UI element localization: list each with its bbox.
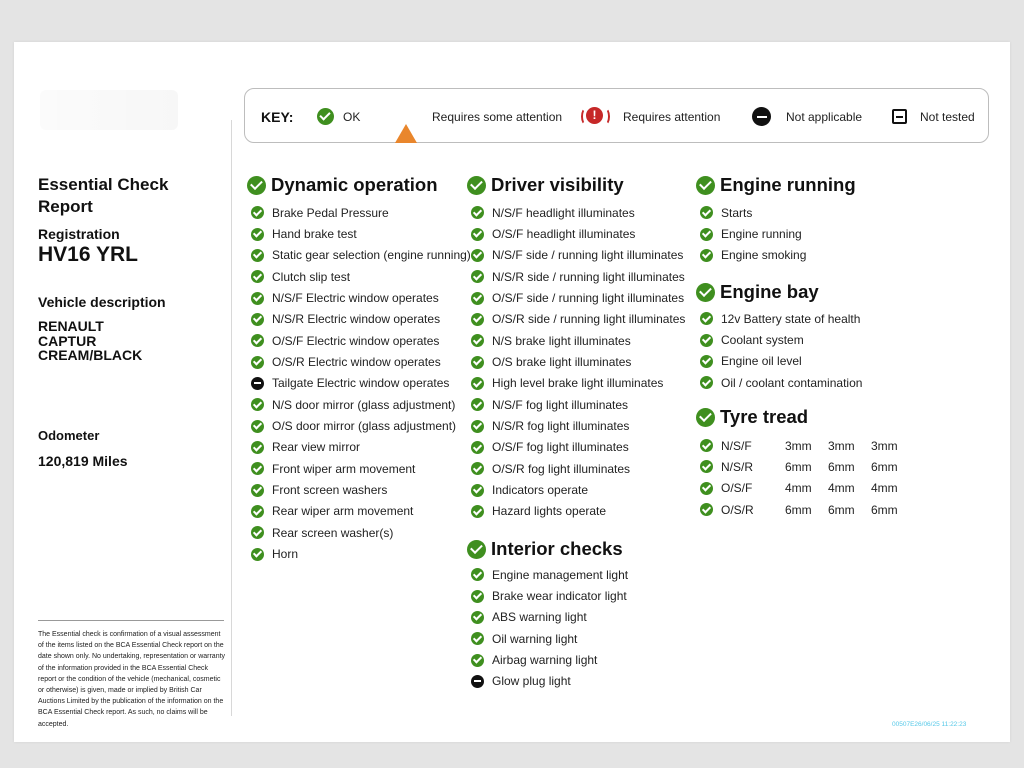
check-item (471, 351, 685, 372)
section-title: Engine running (720, 174, 856, 195)
ok-check-icon (700, 439, 713, 452)
registration-label: Registration (38, 226, 120, 242)
tyre-row (700, 499, 914, 520)
check-item-label: O/S/F side / running light illuminates (492, 291, 685, 306)
check-item-label: High level brake light illuminates (492, 376, 664, 391)
ok-check-icon (700, 355, 713, 368)
check-item-label: Coolant system (721, 333, 804, 348)
check-item (700, 202, 806, 223)
ok-check-icon (471, 568, 484, 581)
check-item (251, 351, 471, 372)
ok-check-icon (251, 228, 264, 241)
warning-triangle-icon: ! (395, 107, 417, 126)
ok-check-icon (471, 356, 484, 369)
section-title: Dynamic operation (271, 174, 438, 195)
ok-check-icon (471, 505, 484, 518)
disclaimer-text: The Essential check is confirmation of a visual assessment of the items listed on the BCA Essential Check report on the date shown only. No undertaking, representation or warranty of the information provided in the BCA Essential Check report or the condition of the vehicle (mechanical, cosmetic or otherwise) is given, made or implied by British Car Auctions Limited by the publication of the information on the BCA Essential Check report. As such, no claims will be accepted. (38, 631, 226, 728)
check-item (471, 501, 685, 522)
check-item (471, 266, 685, 287)
check-item-label: Brake Pedal Pressure (272, 205, 389, 220)
check-item (251, 501, 471, 522)
ok-check-icon (467, 176, 486, 195)
check-item-label: N/S/F fog light illuminates (492, 397, 629, 412)
check-item-label: Engine smoking (721, 248, 807, 263)
tread-reading: 6mm (871, 502, 898, 517)
key-item-ok (317, 89, 360, 144)
ok-check-icon (251, 249, 264, 262)
engine-bay-list (700, 308, 862, 393)
tyre-tread-list (700, 435, 914, 520)
check-item-label: Engine running (721, 227, 802, 242)
interior-checks-list (471, 564, 628, 692)
tread-reading: 4mm (785, 481, 812, 496)
section-title: Interior checks (491, 538, 623, 559)
check-item (471, 373, 685, 394)
tyre-position: N/S/F (721, 438, 752, 453)
check-item (251, 223, 471, 244)
ok-check-icon (247, 176, 266, 195)
check-item (251, 266, 471, 287)
check-item (251, 458, 471, 479)
ok-check-icon (471, 398, 484, 411)
ok-check-icon (700, 334, 713, 347)
check-item (471, 479, 685, 500)
check-item-label: Clutch slip test (272, 269, 351, 284)
status-key (244, 88, 989, 143)
ok-check-icon (251, 270, 264, 283)
check-item (471, 437, 685, 458)
check-item (471, 671, 628, 692)
minus-square-icon (892, 109, 907, 124)
tread-reading: 4mm (828, 481, 855, 496)
ok-check-icon (471, 249, 484, 262)
check-item (471, 394, 685, 415)
check-item (251, 479, 471, 500)
ok-check-icon (471, 292, 484, 305)
key-item-some-attention (395, 89, 562, 144)
tyre-position: N/S/R (721, 459, 754, 474)
check-item (471, 330, 685, 351)
ok-check-icon (700, 482, 713, 495)
check-item-label: N/S/R side / running light illuminates (492, 269, 685, 284)
ok-check-icon (700, 503, 713, 516)
check-item-label: Oil warning light (492, 631, 578, 646)
ok-check-icon (696, 283, 715, 302)
section-title: Engine bay (720, 281, 819, 302)
ok-check-icon (471, 334, 484, 347)
check-item (700, 372, 862, 393)
check-item (251, 415, 471, 436)
ok-check-icon (471, 377, 484, 390)
check-item-label: Starts (721, 205, 753, 220)
ok-check-icon (471, 420, 484, 433)
check-item-label: Rear wiper arm movement (272, 504, 414, 519)
vehicle-model: CAPTUR (38, 332, 97, 349)
check-item (251, 373, 471, 394)
check-item (251, 309, 471, 330)
tread-reading: 6mm (871, 459, 898, 474)
tyre-row (700, 435, 914, 456)
check-item (700, 245, 806, 266)
check-item (251, 330, 471, 351)
check-item-label: Indicators operate (492, 483, 589, 498)
check-item (471, 458, 685, 479)
check-item (251, 544, 471, 565)
key-label: Not tested (920, 109, 975, 124)
check-item (700, 351, 862, 372)
check-item (251, 202, 471, 223)
check-item-label: O/S/F fog light illuminates (492, 440, 629, 455)
check-item (471, 202, 685, 223)
ok-check-icon (251, 420, 264, 433)
vehicle-make: RENAULT (38, 318, 104, 334)
check-item-label: O/S/R side / running light illuminates (492, 312, 686, 327)
ok-check-icon (251, 356, 264, 369)
key-title: KEY: (261, 108, 294, 125)
check-item-label: O/S/R fog light illuminates (492, 461, 631, 476)
check-item (471, 564, 628, 585)
tread-reading: 4mm (871, 481, 898, 496)
check-item (471, 287, 685, 308)
section-engine-running (696, 174, 856, 196)
check-item (700, 308, 862, 329)
ok-check-icon (471, 462, 484, 475)
check-item (251, 394, 471, 415)
check-item-label: Tailgate Electric window operates (272, 376, 450, 391)
ok-check-icon (471, 484, 484, 497)
vehicle-description-label: Vehicle description (38, 294, 166, 310)
check-item (251, 437, 471, 458)
ok-check-icon (317, 108, 334, 125)
report-title: Essential Check Report (38, 175, 169, 216)
tread-reading: 6mm (785, 459, 812, 474)
tread-reading: 3mm (828, 438, 855, 453)
check-item-label: Hazard lights operate (492, 504, 607, 519)
check-item-label: N/S door mirror (glass adjustment) (272, 397, 456, 412)
vehicle-description-value (38, 319, 142, 363)
ok-check-icon (467, 540, 486, 559)
check-item-label: Engine management light (492, 567, 629, 582)
ok-check-icon (471, 441, 484, 454)
ok-check-icon (251, 313, 264, 326)
minus-circle-icon (471, 675, 484, 688)
ok-check-icon (471, 654, 484, 667)
ok-check-icon (471, 611, 484, 624)
check-item-label: O/S/R Electric window operates (272, 355, 441, 370)
check-item (471, 309, 685, 330)
check-item-label: N/S/F headlight illuminates (492, 205, 635, 220)
check-item (471, 628, 628, 649)
tyre-position: O/S/F (721, 481, 753, 496)
check-item-label: O/S/F Electric window operates (272, 333, 440, 348)
tyre-position: O/S/R (721, 502, 754, 517)
ok-check-icon (700, 460, 713, 473)
ok-check-icon (251, 505, 264, 518)
check-item-label: Front wiper arm movement (272, 461, 416, 476)
ok-check-icon (696, 408, 715, 427)
check-item (251, 522, 471, 543)
ok-check-icon (251, 206, 264, 219)
ok-check-icon (700, 312, 713, 325)
ok-check-icon (251, 526, 264, 539)
check-item (251, 245, 471, 266)
ok-check-icon (471, 313, 484, 326)
ok-check-icon (700, 376, 713, 389)
dynamic-operation-list (251, 202, 471, 565)
section-title: Tyre tread (720, 406, 809, 427)
check-item-label: Brake wear indicator light (492, 589, 627, 604)
key-item-not-tested (892, 89, 975, 144)
ok-check-icon (696, 176, 715, 195)
check-item (471, 585, 628, 606)
ok-check-icon (471, 632, 484, 645)
check-item (471, 223, 685, 244)
check-item-label: O/S/F headlight illuminates (492, 227, 636, 242)
check-item (471, 415, 685, 436)
key-label: Not applicable (786, 109, 863, 124)
check-item-label: N/S/R fog light illuminates (492, 419, 630, 434)
ok-check-icon (251, 398, 264, 411)
minus-circle-icon (251, 377, 264, 390)
ok-check-icon (251, 548, 264, 561)
vehicle-colour: CREAM/BLACK (38, 347, 143, 363)
section-tyre-tread (696, 406, 808, 428)
section-title: Driver visibility (491, 174, 624, 195)
section-driver-visibility (467, 174, 624, 196)
check-item-label: Airbag warning light (492, 653, 598, 668)
tyre-row (700, 456, 914, 477)
check-item-label: N/S brake light illuminates (492, 333, 631, 348)
ok-check-icon (700, 206, 713, 219)
ok-check-icon (700, 249, 713, 262)
check-item-label: N/S/F Electric window operates (272, 291, 439, 306)
ok-check-icon (251, 292, 264, 305)
check-item (700, 223, 806, 244)
check-item-label: Rear screen washer(s) (272, 525, 394, 540)
key-label: Requires some attention (432, 109, 563, 124)
odometer-value: 120,819 Miles (38, 453, 128, 469)
driver-visibility-list (471, 202, 685, 522)
check-item-label: Front screen washers (272, 483, 388, 498)
check-item-label: Glow plug light (492, 674, 571, 689)
ok-check-icon (251, 441, 264, 454)
alert-circle-icon: ! (582, 107, 608, 126)
check-item (700, 329, 862, 350)
check-item-label: N/S/F side / running light illuminates (492, 248, 684, 263)
section-engine-bay (696, 281, 819, 303)
check-item-label: Engine oil level (721, 354, 802, 369)
check-item-label: ABS warning light (492, 610, 587, 625)
check-item (471, 649, 628, 670)
odometer-label: Odometer (38, 428, 100, 443)
key-item-not-applicable (752, 89, 862, 144)
check-item (251, 287, 471, 308)
ok-check-icon (471, 228, 484, 241)
registration-value: HV16 YRL (38, 243, 138, 266)
minus-circle-icon (752, 107, 771, 126)
tyre-row (700, 478, 914, 499)
check-item-label: O/S brake light illuminates (492, 355, 632, 370)
tread-reading: 3mm (871, 438, 898, 453)
ok-check-icon (471, 590, 484, 603)
faded-logo (40, 90, 178, 130)
column-divider (231, 120, 232, 716)
check-item-label: 12v Battery state of health (721, 311, 861, 326)
check-item (471, 607, 628, 628)
ok-check-icon (251, 334, 264, 347)
tread-reading: 6mm (785, 502, 812, 517)
key-item-attention (582, 89, 720, 144)
check-item-label: Static gear selection (engine running) (272, 248, 471, 263)
tread-reading: 3mm (785, 438, 812, 453)
tread-reading: 6mm (828, 502, 855, 517)
disclaimer-rule (38, 620, 224, 621)
ok-check-icon (471, 206, 484, 219)
key-label: Requires attention (623, 109, 721, 124)
check-item-label: Rear view mirror (272, 440, 361, 455)
check-item-label: O/S door mirror (glass adjustment) (272, 419, 457, 434)
timestamp-stamp: 00507E26/06/25 11:22:23 (892, 721, 967, 728)
engine-running-list (700, 202, 806, 266)
check-item-label: Horn (272, 547, 299, 562)
check-item-label: N/S/R Electric window operates (272, 312, 441, 327)
section-interior-checks (467, 538, 623, 560)
check-item-label: Oil / coolant contamination (721, 375, 863, 390)
ok-check-icon (251, 484, 264, 497)
check-item (471, 245, 685, 266)
key-label: OK (343, 109, 361, 124)
section-dynamic-operation (247, 174, 438, 196)
check-item-label: Hand brake test (272, 227, 357, 242)
ok-check-icon (251, 462, 264, 475)
ok-check-icon (700, 228, 713, 241)
ok-check-icon (471, 270, 484, 283)
tread-reading: 6mm (828, 459, 855, 474)
